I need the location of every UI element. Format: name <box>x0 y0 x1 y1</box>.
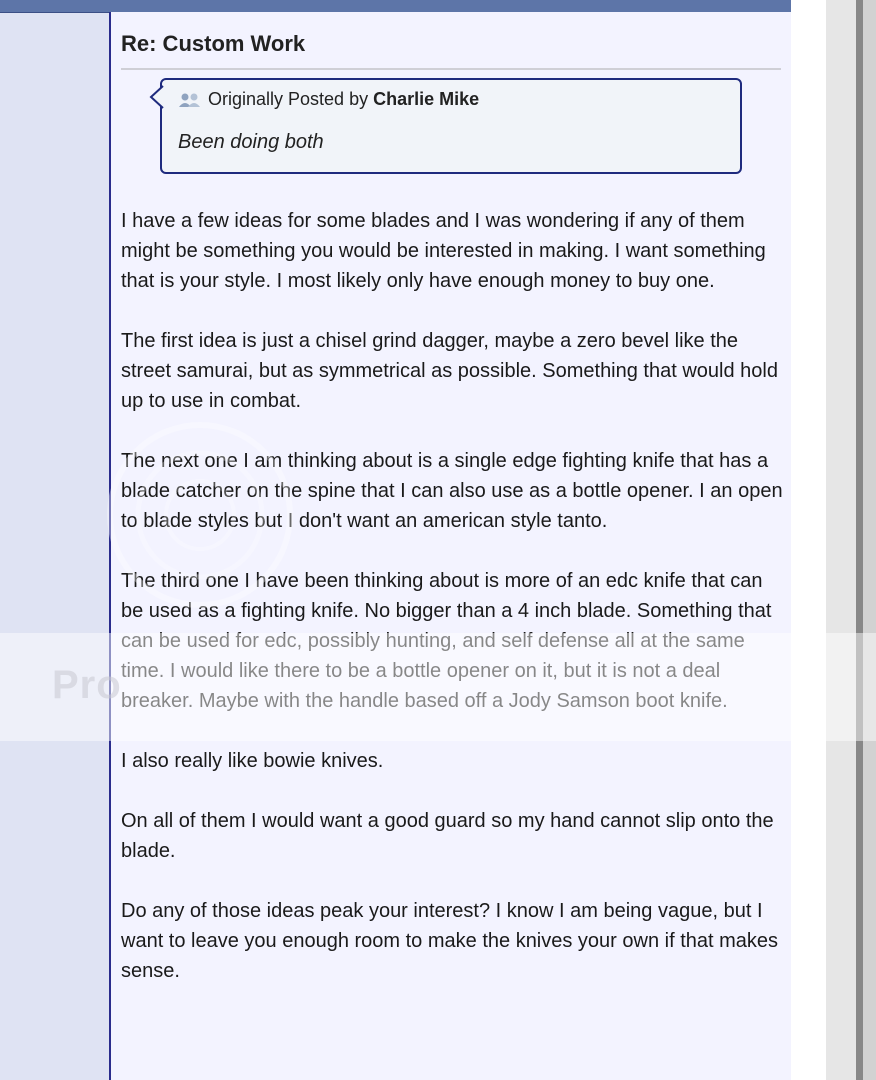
user-info-sidebar <box>0 0 109 1080</box>
quote-box <box>160 78 742 174</box>
post-body <box>121 206 783 1016</box>
post-paragraph: The next one I am thinking about is a single edge fighting knife that has a blade catcher on the spine that I can also use as a bottle opener. I an open to blade styles but I don't want an american style tanto. <box>121 450 783 532</box>
quote-header <box>178 88 479 110</box>
post-paragraph: The first idea is just a chisel grind dagger, maybe a zero bevel like the street samurai, but as symmetrical as possible. Something that would hold up to use in combat. <box>121 330 778 412</box>
quote-prefix: Originally Posted by <box>208 89 369 109</box>
post-title: Re: Custom Work <box>121 31 306 56</box>
watermark-text: Pro <box>52 663 122 707</box>
forum-post <box>109 12 793 1080</box>
quote-arrow-icon <box>148 85 168 109</box>
post-paragraph: The third one I have been thinking about is more of an edc knife that can be used as a fighting knife. No bigger than a 4 inch blade. Something that can be used for edc, possibly hunting, and self defense all at the same time. I would like there to be a bottle opener on it, but it is not a deal breaker. Maybe with the handle based off a Jody Samson boot knife. <box>121 570 772 712</box>
quote-text: Been doing both <box>178 131 324 153</box>
quote-author-link[interactable]: Charlie Mike <box>373 89 480 109</box>
post-paragraph: On all of them I would want a good guard so my hand cannot slip onto the blade. <box>121 810 774 862</box>
scrollbar-thumb[interactable] <box>856 0 863 1080</box>
quote-people-icon <box>178 92 202 108</box>
post-paragraph: I have a few ideas for some blades and I was wondering if any of them might be something you would be interested in making. I want something that is your style. I most likely only have enough money to buy one. <box>121 210 766 292</box>
scrollbar-edge <box>863 0 876 1080</box>
title-divider <box>121 68 781 70</box>
scrollbar-track[interactable] <box>826 0 856 1080</box>
post-paragraph: I also really like bowie knives. <box>121 750 384 772</box>
post-paragraph: Do any of those ideas peak your interest? I know I am being vague, but I want to leave you enough room to make the knives your own if that makes sense. <box>121 900 779 982</box>
